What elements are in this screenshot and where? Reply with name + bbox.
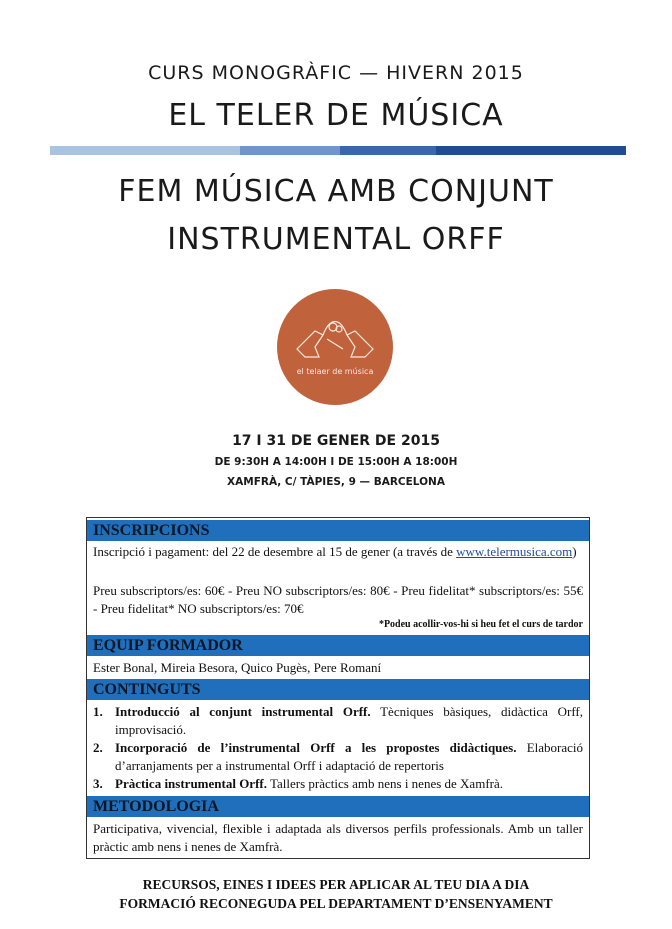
info-box [86,517,590,859]
heading-continguts: CONTINGUTS [87,679,589,700]
heading-metodologia: METODOLOGIA [87,796,589,817]
item-desc: Elaboració d’arranjaments per a instrumental Orff i adaptació de repertoris [115,740,583,773]
link-close: ) [572,544,577,559]
item-title: Pràctica instrumental Orff. [115,776,267,791]
item-title: Introducció al conjunt instrumental Orff. [115,704,371,719]
item-title: Incorporació de l’instrumental Orff a les propostes didàctiques. [115,740,517,755]
contents-list [93,703,583,793]
list-item [93,703,583,739]
list-item [93,775,583,793]
loyalty-note: *Podeu acollir-vos-hi si heu fet el curs de tardor [378,619,583,630]
prices-text: Preu subscriptors/es: 60€ - Preu NO subscriptors/es: 80€ - Preu fidelitat* subscriptors/es: 55€ - Preu fidelitat* NO subscriptors/es: 70€ [93,583,583,616]
course-series-label: CURS MONOGRÀFIC — HIVERN 2015 [148,62,524,84]
logo-circle [277,289,393,405]
course-title-line1: FEM MÚSICA AMB CONJUNT [118,174,554,209]
item-number: 2. [93,740,103,755]
course-title-line2: INSTRUMENTAL ORFF [167,222,505,257]
inscripcions-text [93,543,583,561]
registration-dates: Inscripció i pagament: del 22 de desembre al 15 de gener (a través de [93,544,453,559]
course-venue: XAMFRÀ, C/ TÀPIES, 9 — BARCELONA [227,476,445,488]
course-hours: DE 9:30H A 14:00H I DE 15:00H A 18:00H [214,456,458,468]
footer-resources: RECURSOS, EINES I IDEES PER APLICAR AL TEU DIA A DIA [142,877,530,892]
logo-text: el telaer de música [296,367,374,376]
teachers-text: Ester Bonal, Mireia Besora, Quico Pugès, Pere Romaní [93,660,382,675]
website-link[interactable]: www.telermusica.com [456,544,573,559]
divider-segment [436,146,626,155]
heading-inscripcions: INSCRIPCIONS [87,520,589,541]
course-dates: 17 I 31 DE GENER DE 2015 [232,433,440,449]
header-divider [50,146,626,155]
teler-logo [275,287,395,407]
item-desc: Tallers pràctics amb nens i nenes de Xamfrà. [266,776,503,791]
divider-segment [240,146,340,155]
methodology-text: Participativa, vivencial, flexible i adaptada als diversos perfils professionals. Amb un taller pràctic amb nens i nenes de Xamfrà. [93,821,583,854]
item-number: 3. [93,776,103,791]
list-item [93,739,583,775]
program-title: EL TELER DE MÚSICA [168,98,504,133]
item-number: 1. [93,704,103,719]
item-desc: Tècniques bàsiques, didàctica Orff, improvisació. [115,704,583,737]
heading-equip-formador: EQUIP FORMADOR [87,635,589,656]
divider-segment [340,146,436,155]
divider-segment [50,146,240,155]
footer-accreditation: FORMACIÓ RECONEGUDA PEL DEPARTAMENT D’ENSENYAMENT [119,896,553,911]
